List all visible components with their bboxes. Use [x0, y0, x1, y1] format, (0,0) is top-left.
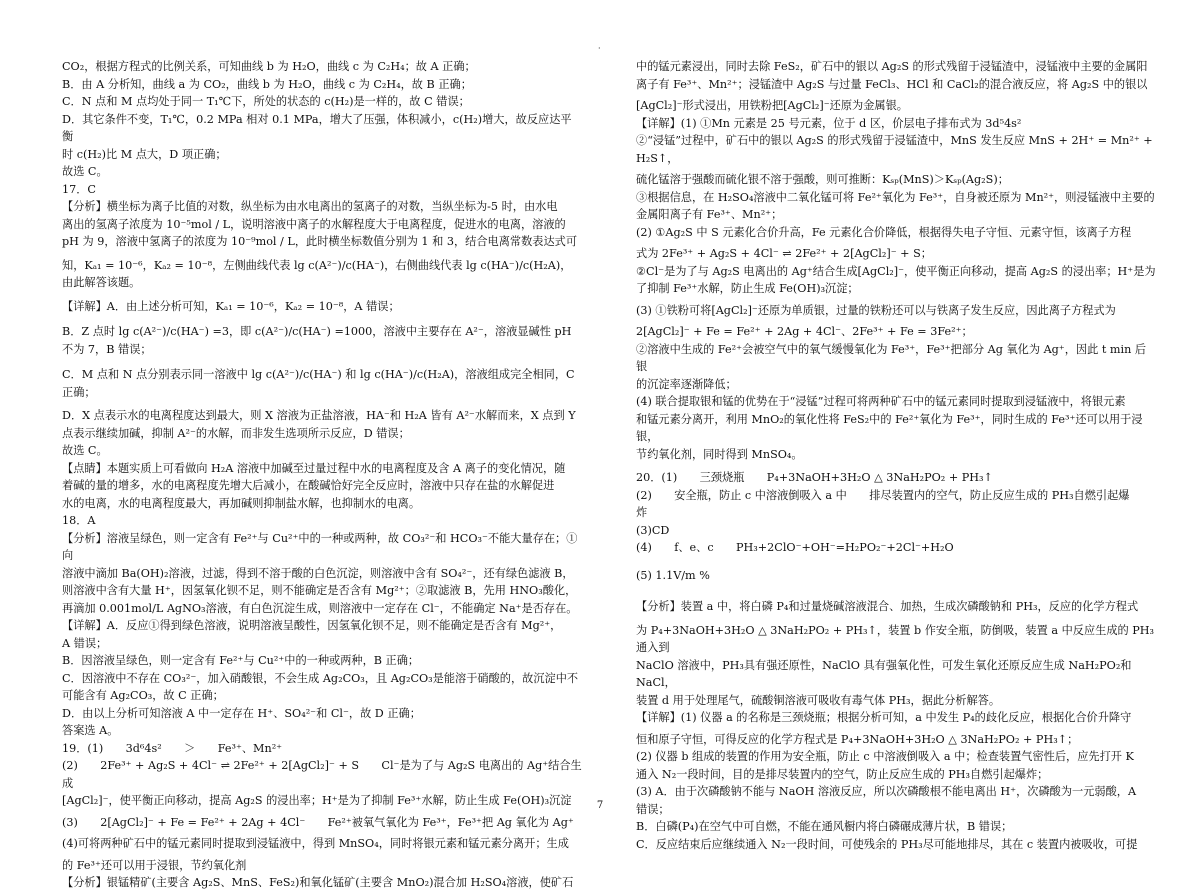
text-line: ③根据信息，在 H₂SO₄溶液中二氧化锰可将 Fe²⁺氧化为 Fe³⁺，自身被还原为 Mn²⁺，则浸锰液中主要的	[636, 190, 1155, 204]
text-line: (3) 2[AgCl₂]⁻ + Fe = Fe²⁺ + 2Ag + 4Cl⁻ Fe²⁺被氧气氧化为 Fe³⁺，Fe³⁺把 Ag 氧化为 Ag⁺	[62, 815, 574, 829]
text-line: C．M 点和 N 点分别表示同一溶液中 lg c(A²⁻)/c(HA⁻) 和 lg c(HA⁻)/c(H₂A)，溶液组成完全相同，C 正确；	[62, 368, 575, 399]
text-line: 2[AgCl₂]⁻ + Fe = Fe²⁺ + 2Ag + 4Cl⁻、2Fe³⁺ + Fe = 3Fe²⁺；	[636, 325, 973, 338]
text-line: 水的电离，水的电离程度最大，再加碱则抑制盐水解，也抑制水的电离。	[62, 496, 421, 510]
text-line: D．X 点表示水的电离程度达到最大，则 X 溶液为正盐溶液，HA⁻和 H₂A 皆有 A²⁻水解而来，X 点到 Y	[62, 409, 576, 422]
text-line: 知，Kₐ₁ = 10⁻⁶，Kₐ₂ = 10⁻⁸，左侧曲线代表 lg c(A²⁻)/c(HA⁻)，右侧曲线代表 lg c(HA⁻)/c(H₂A)，由此解答该题。	[62, 258, 572, 289]
text-line: A 错误；	[62, 636, 108, 650]
text-line: 节约氧化剂，同时得到 MnSO₄。	[636, 447, 803, 461]
text-line: 中的锰元素浸出，同时去除 FeS₂，矿石中的银以 Ag₂S 的形式残留于浸锰渣中，浸锰液中主要的金属阳	[636, 60, 1148, 73]
text-line: 装置 d 用于处理尾气，硫酸铜溶液可吸收有毒气体 PH₃，据此分析解答。	[636, 693, 1001, 707]
text-line: (2) 2Fe³⁺ + Ag₂S + 4Cl⁻ ⇌ 2Fe²⁺ + 2[AgCl₂]⁻ + S Cl⁻是为了与 Ag₂S 电离出的 Ag⁺结合生成	[62, 759, 582, 790]
text-line: 19．(1) 3d⁶4s² ＞ Fe³⁺、Mn²⁺	[62, 741, 283, 755]
text-line: C．因溶液中不存在 CO₃²⁻，加入硝酸银，不会生成 Ag₂CO₃，且 Ag₂CO₃是能溶于硝酸的，故沉淀中不	[62, 671, 579, 685]
text-line: B．Z 点时 lg c(A²⁻)/c(HA⁻) =3，即 c(A²⁻)/c(HA⁻) =1000，溶液中主要存在 A²⁻，溶液显碱性 pH 不为 7，B 错误；	[62, 325, 572, 356]
text-line: [AgCl₂]⁻，使平衡正向移动，提高 Ag₂S 的浸出率；H⁺是为了抑制 Fe³⁺水解，防止生成 Fe(OH)₃沉淀	[62, 794, 572, 807]
text-line: 为 P₄+3NaOH+3H₂O △ 3NaH₂PO₂ + PH₃↑，装置 b 作安全瓶，防倒吸，装置 a 中反应生成的 PH₃通入到	[636, 623, 1155, 654]
text-line: B．因溶液呈绿色，则一定含有 Fe²⁺与 Cu²⁺中的一种或两种，B 正确；	[62, 654, 420, 667]
text-line: (3)CD	[636, 523, 670, 537]
text-line: (2) ①Ag₂S 中 S 元素化合价升高，Fe 元素化合价降低，根据得失电子守恒、元素守恒，该离子方程	[636, 225, 1132, 239]
top-mark: ·	[598, 44, 601, 53]
text-line: 故选 C。	[62, 165, 108, 178]
text-line: 18．A	[62, 514, 96, 527]
text-line: (3) A．由于次磷酸钠不能与 NaOH 溶液反应，所以次磷酸根不能电离出 H⁺，次磷酸为一元弱酸，A	[636, 785, 1137, 798]
text-line: CO₂，根据方程式的比例关系，可知曲线 b 为 H₂O，曲线 c 为 C₂H₄；故 A 正确；	[62, 60, 476, 73]
text-line: 通入 N₂一段时间，目的是排尽装置内的空气，防止反应生成的 PH₃自燃引起爆炸；	[636, 767, 1049, 781]
text-line: 和锰元素分离开，利用 MnO₂的氧化性将 FeS₂中的 Fe²⁺氧化为 Fe³⁺，同时生成的 Fe³⁺还可以用于浸银，	[636, 412, 1143, 443]
text-line: C．N 点和 M 点均处于同一 T₁℃下，所处的状态的 c(H₂)是一样的，故 C 错误；	[62, 95, 470, 108]
text-line: 了抑制 Fe³⁺水解，防止生成 Fe(OH)₃沉淀；	[636, 282, 859, 295]
text-line: 着碱的量的增多，水的电离程度先增大后减小，在酸碱恰好完全反应时，溶液中只存在盐的水解促进	[62, 479, 555, 492]
text-line: 20．(1) 三颈烧瓶 P₄+3NaOH+3H₂O △ 3NaH₂PO₂ + PH₃↑	[636, 471, 993, 484]
text-line: 17．C	[62, 182, 96, 196]
text-line: 离出的氢离子浓度为 10⁻⁵mol / L，说明溶液中离子的水解程度大于电离程度，促进水的电离，溶液的	[62, 217, 566, 231]
text-line: 答案选 A。	[62, 724, 119, 737]
text-line: 错误；	[636, 802, 670, 816]
text-line: 故选 C。	[62, 444, 108, 457]
text-line: 恒和原子守恒，可得反应的化学方程式是 P₄+3NaOH+3H₂O △ 3NaH₂PO₂ + PH₃↑；	[636, 732, 1079, 746]
text-line: B．白磷(P₄)在空气中可自燃，不能在通风橱内将白磷碾成薄片状，B 错误；	[636, 820, 1013, 833]
text-line: (4)可将两种矿石中的锰元素同时提取到浸锰液中，得到 MnSO₄，同时将银元素和锰元素分离开；生成	[62, 837, 569, 850]
text-line: 【详解】(1) 仪器 a 的名称是三颈烧瓶；根据分析可知，a 中发生 P₄的歧化反应，根据化合价升降守	[636, 711, 1132, 724]
text-line: 离子有 Fe³⁺、Mn²⁺；浸锰渣中 Ag₂S 与过量 FeCl₃、HCl 和 CaCl₂的混合液反应，将 Ag₂S 中的银以	[636, 77, 1148, 91]
text-line: 【分析】横坐标为离子比值的对数，纵坐标为由水电离出的氢离子的对数，当纵坐标为-5 时，由水电	[62, 200, 558, 213]
text-line: 时 c(H₂)比 M 点大，D 项正确；	[62, 147, 227, 161]
text-line: 再滴加 0.001mol/L AgNO₃溶液，有白色沉淀生成，则溶液中一定存在 Cl⁻，不能确定 Na⁺是否存在。	[62, 601, 578, 615]
text-line: 【详解】(1) ①Mn 元素是 25 号元素，位于 d 区，价层电子排布式为 3d⁵4s²	[636, 116, 1022, 130]
text-line: ②溶液中生成的 Fe²⁺会被空气中的氧气缓慢氧化为 Fe³⁺，Fe³⁺把部分 Ag 氧化为 Ag⁺，因此 t min 后银	[636, 342, 1147, 373]
text-line: 的沉淀率逐渐降低；	[636, 377, 737, 391]
text-line: 的 Fe³⁺还可以用于浸银，节约氧化剂	[62, 858, 247, 872]
text-line: [AgCl₂]⁻形式浸出，用铁粉把[AgCl₂]⁻还原为金属银。	[636, 99, 908, 112]
text-line: pH 为 9，溶液中氢离子的浓度为 10⁻⁹mol / L，此时横坐标数值分别为 1 和 3，结合电离常数表达式可	[62, 235, 578, 248]
text-line: NaClO 溶液中，PH₃具有强还原性，NaClO 具有强氧化性，可发生氧化还原反应生成 NaH₂PO₂和 NaCl，	[636, 658, 1132, 689]
text-line: 金属阳离子有 Fe³⁺、Mn²⁺；	[636, 208, 783, 221]
right-column	[636, 58, 1156, 853]
text-line: ②“浸锰”过程中，矿石中的银以 Ag₂S 的形式残留于浸锰渣中，MnS 发生反应 MnS + 2H⁺ = Mn²⁺ + H₂S↑，	[636, 134, 1153, 165]
text-line: D．其它条件不变，T₁℃，0.2 MPa 相对 0.1 MPa，增大了压强，体积减小，c(H₂)增大，故反应达平衡	[62, 112, 572, 143]
text-line: (2) 安全瓶，防止 c 中溶液倒吸入 a 中 排尽装置内的空气，防止反应生成的 PH₃自燃引起爆	[636, 488, 1130, 502]
text-line: 【详解】A．由上述分析可知，Kₐ₁ = 10⁻⁶，Kₐ₂ = 10⁻⁸，A 错误；	[62, 299, 400, 313]
text-line: 点表示继续加碱，抑制 A²⁻的水解，而非发生选项所示反应，D 错误；	[62, 426, 410, 440]
text-line: 则溶液中含有大量 H⁺，因氢氧化钡不足，则不能确定是否含有 Mg²⁺；②取滤液 B，先用 HNO₃酸化，	[62, 584, 577, 597]
text-line: 式为 2Fe³⁺ + Ag₂S + 4Cl⁻ ⇌ 2Fe²⁺ + 2[AgCl₂]⁻ + S；	[636, 247, 932, 260]
text-line: 炸	[636, 506, 648, 519]
text-line: (4) 联合提取银和锰的优势在于“浸锰”过程可将两种矿石中的锰元素同时提取到浸锰液中，将银元素	[636, 395, 1126, 408]
text-line: C．反应结束后应继续通入 N₂一段时间，可使残余的 PH₃尽可能地排尽，其在 c 装置内被吸收，可提	[636, 837, 1138, 851]
text-line: 可能含有 Ag₂CO₃，故 C 正确；	[62, 689, 224, 702]
text-line: (3) ①铁粉可将[AgCl₂]⁻还原为单质银，过量的铁粉还可以与铁离子发生反应，因此离子方程式为	[636, 303, 1116, 317]
text-line: 【分析】装置 a 中，将白磷 P₄和过量烧碱溶液混合、加热，生成次磷酸钠和 PH₃，反应的化学方程式	[636, 600, 1139, 613]
text-line: 硫化锰溶于强酸而硫化银不溶于强酸，则可推断：Kₛₚ(MnS)＞Kₛₚ(Ag₂S)；	[636, 173, 1009, 186]
text-line: 【详解】A．反应①得到绿色溶液，说明溶液呈酸性，因氢氧化钡不足，则不能确定是否含有 Mg²⁺，	[62, 619, 562, 632]
text-line: (5) 1.1V/m %	[636, 568, 710, 582]
text-line: 溶液中滴加 Ba(OH)₂溶液，过滤，得到不溶于酸的白色沉淀，则溶液中含有 SO₄²⁻，还有绿色滤液 B，	[62, 566, 574, 580]
text-line: D．由以上分析可知溶液 A 中一定存在 H⁺、SO₄²⁻和 Cl⁻，故 D 正确；	[62, 706, 421, 720]
left-column	[62, 58, 582, 892]
text-line: 【分析】银锰精矿(主要含 Ag₂S、MnS、FeS₂)和氧化锰矿(主要含 MnO₂)混合加 H₂SO₄溶液，使矿石	[62, 876, 574, 889]
page-number: 7	[596, 800, 604, 811]
text-line: ②Cl⁻是为了与 Ag₂S 电离出的 Ag⁺结合生成[AgCl₂]⁻，使平衡正向移动，提高 Ag₂S 的浸出率；H⁺是为	[636, 264, 1156, 278]
text-line: 【分析】溶液呈绿色，则一定含有 Fe²⁺与 Cu²⁺中的一种或两种，故 CO₃²⁻和 HCO₃⁻不能大量存在；①向	[62, 531, 578, 562]
text-line: (4) f、e、c PH₃+2ClO⁻+OH⁻=H₂PO₂⁻+2Cl⁻+H₂O	[636, 541, 954, 554]
text-line: (2) 仪器 b 组成的装置的作用为安全瓶，防止 c 中溶液倒吸入 a 中；检查装置气密性后，应先打开 K	[636, 750, 1134, 763]
text-line: 【点睛】本题实质上可看做向 H₂A 溶液中加碱至过量过程中水的电离程度及含 A 离子的变化情况，随	[62, 461, 566, 475]
text-line: B．由 A 分析知，曲线 a 为 CO₂，曲线 b 为 H₂O，曲线 c 为 C₂H₄，故 B 正确；	[62, 77, 472, 91]
